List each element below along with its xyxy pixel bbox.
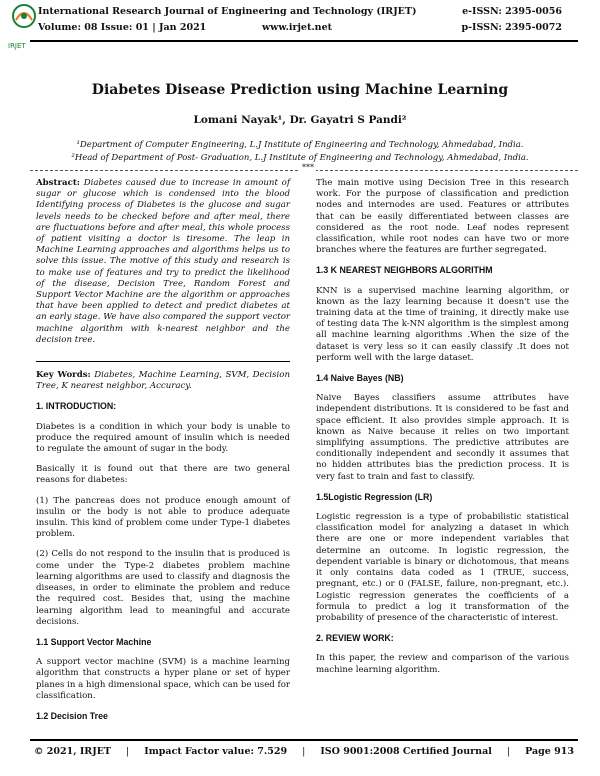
volume-issue: Volume: 08 Issue: 01 | Jan 2021 <box>38 22 207 33</box>
intro-heading: 1. INTRODUCTION: <box>36 401 117 412</box>
footer-separator: | <box>506 746 511 757</box>
intro-paragraph-2: Basically it is found out that there are two general reasons for diabetes: <box>36 464 290 486</box>
svm-paragraph: A support vector machine (SVM) is a machine learning algorithm that constructs a hyper plane or set of hyper planes in a high dimensional space, which can be used for classification. <box>36 657 290 701</box>
page-footer <box>34 746 574 757</box>
pissn: p-ISSN: 2395-0072 <box>461 22 562 33</box>
abstract-block <box>36 178 290 362</box>
left-column <box>36 178 290 731</box>
naive-bayes-heading: 1.4 Naive Bayes (NB) <box>316 373 404 384</box>
review-paragraph: In this paper, the review and comparison of the various machine learning algorithm. <box>316 653 569 675</box>
logistic-regression-heading: 1.5Logistic Regression (LR) <box>316 491 433 502</box>
intro-paragraph-4: (2) Cells do not respond to the insulin that is produced is come under the Type-2 diabetes problem machine learning algorithms are used to classify and diagnosis the diseases, in order to eliminate the problem and reduce the required cost. Besides that, using the machine learning algorithm lead to meaningful and accurate decisions. <box>36 549 290 627</box>
footer-rule <box>30 739 578 741</box>
abstract-text: Diabetes caused due to increase in amount of sugar or glucose which is condensed into the blood Identifying process of Diabetes is the glucose and sugar levels needs to be checked before and after meal, there are fluctuations before and after meal, this whole process of patient visiting a doctor is tiresome. The leap in Machine Learning approaches and algorithms helps us to solve this issue. The motive of this study and research is to make use of features and try to predict the likelihood of the disease, Decision Tree, Random Forest and Support Vector Machine are the algorithm or approaches that have been applied to detect and predict diabetes at an early stage. We have also compared the support vector machine algorithm with k-nearest neighbor and the decision tree. <box>36 178 290 345</box>
naive-bayes-paragraph: Naive Bayes classifiers assume attributes have independent distributions. It is considered to be fast and space efficient. It also provides simple approach. It is known as Naive because it relies on two important simplifying assumptions. The predictive attributes are conditionally independent and secondly it assumes that no hidden attributes bias the prediction process. It is very fast to train and fast to classify. <box>316 393 569 482</box>
journal-name: International Research Journal of Engineering and Technology (IRJET) <box>38 6 417 17</box>
abstract <box>36 178 290 346</box>
logistic-regression-paragraph: Logistic regression is a type of probabilistic statistical classification model for analyzing a dataset in which there are one or more independent variables that determine an outcome. In logistic regression, the dependent variable is binary or dichotomous, that means it only contains data coded as 1 (TRUE, success, pregnant, etc.) or 0 (FALSE, failure, non-pregnant, etc.). Logistic regression generates the coefficients of a formula to predict a log it transformation of the probability of presence of the characteristic of interest. <box>316 512 569 623</box>
keywords-text: Diabetes, Machine Learning, SVM, Decision Tree, K nearest neighbor, Accuracy. <box>36 370 290 392</box>
keywords-label: Key Words: <box>36 370 91 381</box>
decision-tree-paragraph: The main motive using Decision Tree in this research work. For the purpose of classification and prediction nodes and internodes are used. Features or attributes that can be easily differentiated between classes are considered as the root node. Leaf nodes represent classification, while root nodes can have two or more branches where the features are further segregated. <box>316 178 569 256</box>
logo-text: IRJET <box>8 42 26 50</box>
eissn: e-ISSN: 2395-0056 <box>462 6 562 17</box>
intro-paragraph-3: (1) The pancreas does not produce enough amount of insulin or the body is not able to produce adequate insulin. This kind of problem come under Type-1 diabetes problem. <box>36 495 290 540</box>
abstract-label: Abstract: <box>36 178 80 188</box>
footer-copyright: © 2021, IRJET <box>34 746 112 757</box>
footer-separator: | <box>302 746 306 757</box>
footer-iso: ISO 9001:2008 Certified Journal <box>320 746 492 757</box>
footer-page-number: Page 913 <box>525 746 574 757</box>
affiliation-1: ¹Department of Computer Engineering, L.J Institute of Engineering and Technology, Ahmedabad, India. <box>76 140 524 150</box>
right-column <box>316 178 569 685</box>
separator-stars: *** <box>302 163 314 172</box>
knn-paragraph: KNN is a supervised machine learning algorithm, or known as the lazy learning because it doesn't use the training data at the time of training, it directly make use of testing data The k-NN algorithm is the simplest among all machine learning algorithms .When the size of the dataset is very less so it can easily classify .It does not perform well with the large dataset. <box>316 285 569 363</box>
decision-tree-heading: 1.2 Decision Tree <box>36 710 108 721</box>
journal-website[interactable]: www.irjet.net <box>262 22 333 33</box>
affiliation-2: ²Head of Department of Post- Graduation, L.J Institute of Engineering and Technology, Ahmedabad, India. <box>71 153 529 163</box>
paper-title: Diabetes Disease Prediction using Machine Learning <box>91 82 509 98</box>
knn-heading: 1.3 K NEAREST NEIGHBORS ALGORITHM <box>316 265 493 276</box>
journal-header <box>0 0 600 68</box>
svm-heading: 1.1 Support Vector Machine <box>36 636 152 647</box>
footer-separator: | <box>126 746 130 757</box>
irjet-logo-icon <box>10 2 38 42</box>
footer-impact-factor: Impact Factor value: 7.529 <box>144 746 288 757</box>
review-heading: 2. REVIEW WORK: <box>316 633 394 644</box>
intro-paragraph-1: Diabetes is a condition in which your body is unable to produce the required amount of insulin which is needed to regulate the amount of sugar in the body. <box>36 421 290 455</box>
header-rule <box>30 40 578 42</box>
keywords <box>36 370 290 392</box>
paper-authors: Lomani Nayak¹, Dr. Gayatri S Pandi² <box>193 114 407 126</box>
